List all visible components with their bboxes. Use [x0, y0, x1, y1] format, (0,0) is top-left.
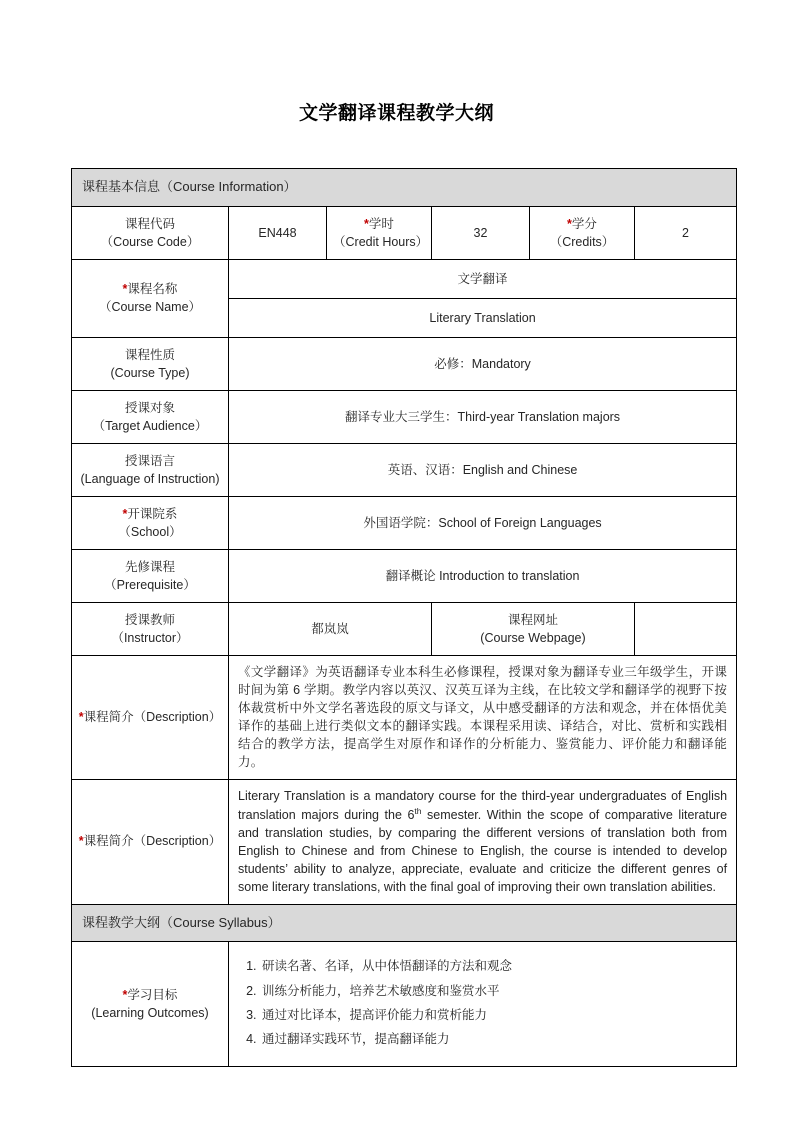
- value-description-cn: [229, 655, 737, 779]
- label-course-code: [72, 206, 229, 259]
- label-course-type-en: (Course Type): [110, 365, 190, 380]
- value-description-en: [229, 779, 737, 904]
- label-instructor-en: （Instructor）: [111, 630, 189, 645]
- label-learning-outcomes: [72, 942, 229, 1067]
- label-description-en-text: 课程简介: [83, 834, 134, 849]
- label-course-code-cn: 课程代码: [124, 216, 175, 231]
- description-en-text: [238, 787, 727, 897]
- table-row-description-cn: [72, 655, 737, 779]
- label-instructor-cn: 授课教师: [124, 612, 175, 627]
- label-description-cn: [72, 655, 229, 779]
- label-target-audience-cn: 授课对象: [124, 400, 175, 415]
- label-course-name: [72, 259, 229, 337]
- label-course-type: [72, 337, 229, 390]
- table-row-language-of-instruction: [72, 443, 737, 496]
- label-school: [72, 496, 229, 549]
- required-marker-icon: *: [122, 282, 128, 297]
- label-credit-hours-cn-text: 学时: [368, 216, 394, 231]
- description-en-ordinal-suffix: th: [414, 805, 422, 816]
- label-course-type-cn: 课程性质: [124, 347, 175, 362]
- label-credit-hours-cn: [333, 215, 425, 233]
- value-school: 外国语学院：School of Foreign Languages: [229, 496, 737, 549]
- label-description-cn-text: 课程简介: [83, 710, 134, 725]
- value-course-type: 必修：Mandatory: [229, 337, 737, 390]
- label-course-name-cn: [78, 280, 222, 298]
- list-item: 4. 通过翻译实践环节，提高翻译能力: [260, 1027, 727, 1051]
- table-row-course-name-cn: [72, 259, 737, 298]
- label-course-webpage-en: (Course Webpage): [480, 630, 586, 645]
- description-en-part2: semester. Within the scope of comparative literature and translation studies, by comparing the different versions of translation both from English to Chinese and from Chinese to English, the course is intended to develop students’ ability to analyze, appreciate, evaluate and criticize the different genres of some literary translations, with the final goal of improving their own translation abilities.: [238, 807, 728, 895]
- table-row-school: [72, 496, 737, 549]
- table-row-course-type: [72, 337, 737, 390]
- value-credit-hours: 32: [432, 206, 530, 259]
- syllabus-table: [71, 168, 737, 1067]
- table-row-learning-outcomes: [72, 942, 737, 1067]
- value-course-webpage: [635, 602, 737, 655]
- label-course-webpage-cn: 课程网址: [507, 612, 558, 627]
- label-credits: [530, 206, 635, 259]
- label-course-name-en: （Course Name）: [98, 300, 202, 315]
- description-cn-text: 《文学翻译》为英语翻译专业本科生必修课程，授课对象为翻译专业三年级学生，开课时间为第 6 学期。教学内容以英汉、汉英互译为主线，在比较文学和翻译学的视野下按体裁赏析中外文学名著选段的原文与译文，从中感受翻译的方法和观念，并在体悟优美译作的基础上进行类似文本的翻译实践。本课程采用读、译结合，对比、赏析和实践相结合的教学方法，提高学生对原作和译作的分析能力、鉴赏能力、评价能力和翻译能力。: [238, 664, 728, 770]
- label-language-en: (Language of Instruction): [80, 471, 220, 486]
- label-instructor: [72, 602, 229, 655]
- value-language-of-instruction: 英语、汉语：English and Chinese: [229, 443, 737, 496]
- value-course-name-cn: 文学翻译: [229, 259, 737, 298]
- list-item: 2. 训练分析能力，培养艺术敏感度和鉴赏水平: [260, 979, 727, 1003]
- section-header-course-syllabus: 课程教学大纲（Course Syllabus）: [72, 904, 737, 942]
- list-item: 3. 通过对比译本，提高评价能力和赏析能力: [260, 1003, 727, 1027]
- table-row-instructor: [72, 602, 737, 655]
- learning-outcomes-list: [238, 954, 727, 1052]
- label-target-audience: [72, 390, 229, 443]
- table-row-course-code: [72, 206, 737, 259]
- label-school-cn-text: 开课院系: [127, 506, 178, 521]
- table-row-prerequisite: [72, 549, 737, 602]
- label-credits-cn: [536, 215, 628, 233]
- value-course-name-en: Literary Translation: [229, 298, 737, 337]
- label-course-name-cn-text: 课程名称: [127, 282, 178, 297]
- label-prerequisite: [72, 549, 229, 602]
- label-description-cn-en: （Description）: [133, 710, 222, 725]
- required-marker-icon: *: [78, 710, 84, 725]
- value-learning-outcomes: [229, 942, 737, 1067]
- value-credits: 2: [635, 206, 737, 259]
- required-marker-icon: *: [122, 506, 128, 521]
- required-marker-icon: *: [122, 987, 128, 1002]
- label-learning-outcomes-cn: [78, 986, 222, 1004]
- label-prerequisite-cn: 先修课程: [124, 559, 175, 574]
- required-marker-icon: *: [78, 834, 84, 849]
- value-target-audience: 翻译专业大三学生：Third-year Translation majors: [229, 390, 737, 443]
- table-row-target-audience: [72, 390, 737, 443]
- label-course-webpage: [432, 602, 635, 655]
- required-marker-icon: *: [567, 216, 572, 231]
- value-course-code: EN448: [229, 206, 327, 259]
- list-item: 1. 研读名著、名译，从中体悟翻译的方法和观念: [260, 954, 727, 978]
- label-target-audience-en: （Target Audience）: [92, 418, 208, 433]
- label-school-cn: [78, 505, 222, 523]
- label-description-en-en: （Description）: [133, 834, 222, 849]
- label-learning-outcomes-en: (Learning Outcomes): [91, 1006, 209, 1021]
- value-instructor: 都岚岚: [229, 602, 432, 655]
- label-credit-hours: [327, 206, 432, 259]
- required-marker-icon: *: [364, 216, 369, 231]
- label-credits-cn-text: 学分: [571, 216, 597, 231]
- section-header-row-course-information: [72, 169, 737, 207]
- table-row-description-en: [72, 779, 737, 904]
- label-learning-outcomes-cn-text: 学习目标: [127, 987, 178, 1002]
- label-description-en: [72, 779, 229, 904]
- value-prerequisite: 翻译概论 Introduction to translation: [229, 549, 737, 602]
- section-header-course-information: 课程基本信息（Course Information）: [72, 169, 737, 207]
- section-header-row-course-syllabus: [72, 904, 737, 942]
- label-school-en: （School）: [118, 524, 182, 539]
- description-en-part1: Literary Translation is a mandatory course for the third-year undergraduates of English translation majors during the 6: [238, 788, 728, 822]
- label-language-of-instruction: [72, 443, 229, 496]
- page-title: 文学翻译课程教学大纲: [298, 103, 494, 124]
- label-credits-en: （Credits）: [549, 234, 615, 249]
- label-credit-hours-en: （Credit Hours）: [333, 234, 429, 249]
- label-language-cn: 授课语言: [124, 453, 175, 468]
- label-course-code-en: （Course Code）: [100, 234, 200, 249]
- label-prerequisite-en: （Prerequisite）: [104, 577, 196, 592]
